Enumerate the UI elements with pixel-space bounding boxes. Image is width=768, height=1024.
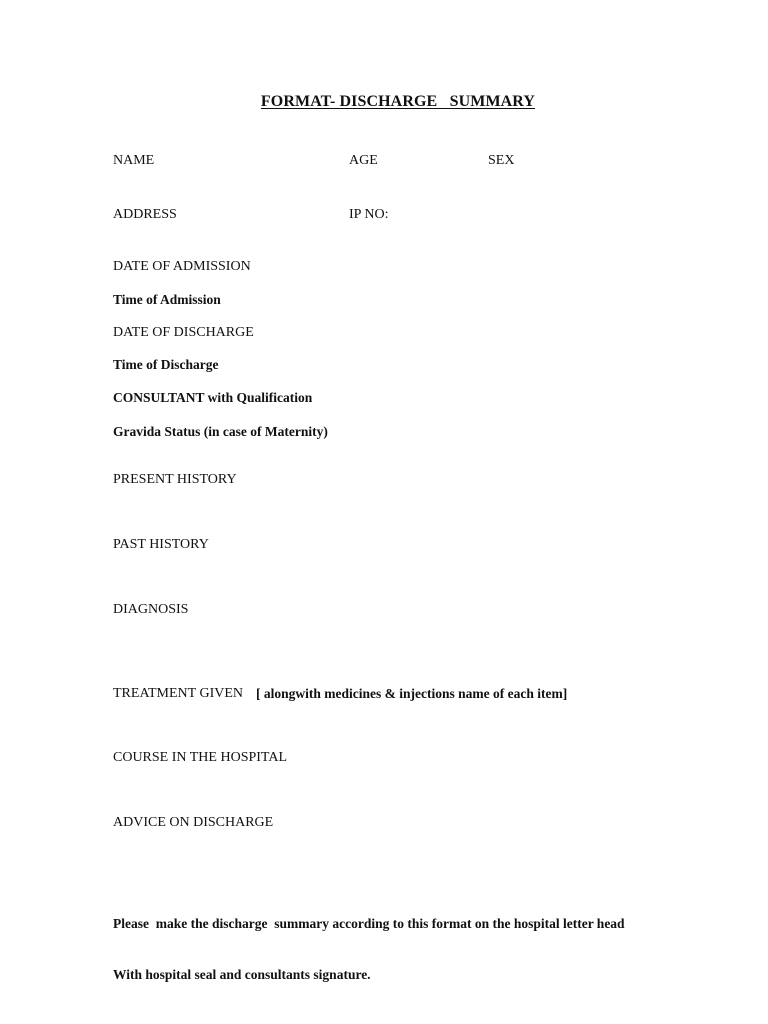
date-of-admission-label: DATE OF ADMISSION xyxy=(113,259,251,274)
treatment-given-label: TREATMENT GIVEN xyxy=(113,686,244,701)
ip-no-label: IP NO: xyxy=(349,207,389,222)
time-of-discharge-label: Time of Discharge xyxy=(113,357,219,372)
age-label: AGE xyxy=(349,153,378,168)
sex-label: SEX xyxy=(488,153,515,168)
name-label: NAME xyxy=(113,153,155,168)
course-in-hospital-label: COURSE IN THE HOSPITAL xyxy=(113,750,288,765)
diagnosis-label: DIAGNOSIS xyxy=(113,602,189,617)
time-of-admission-label: Time of Admission xyxy=(113,292,221,307)
footer-note-line-1: Please make the discharge summary according to this format on the hospital letter head xyxy=(113,916,625,931)
footer-note-line-2: With hospital seal and consultants signature. xyxy=(113,967,371,982)
document-title: FORMAT- DISCHARGE SUMMARY xyxy=(260,93,536,110)
present-history-label: PRESENT HISTORY xyxy=(113,472,237,487)
treatment-note: [ alongwith medicines & injections name of each item] xyxy=(256,686,568,701)
address-label: ADDRESS xyxy=(113,207,177,222)
gravida-status-label: Gravida Status (in case of Maternity) xyxy=(113,424,328,439)
date-of-discharge-label: DATE OF DISCHARGE xyxy=(113,325,254,340)
past-history-label: PAST HISTORY xyxy=(113,537,209,552)
advice-on-discharge-label: ADVICE ON DISCHARGE xyxy=(113,815,274,830)
consultant-label: CONSULTANT with Qualification xyxy=(113,390,313,405)
footer-note xyxy=(113,881,625,1017)
